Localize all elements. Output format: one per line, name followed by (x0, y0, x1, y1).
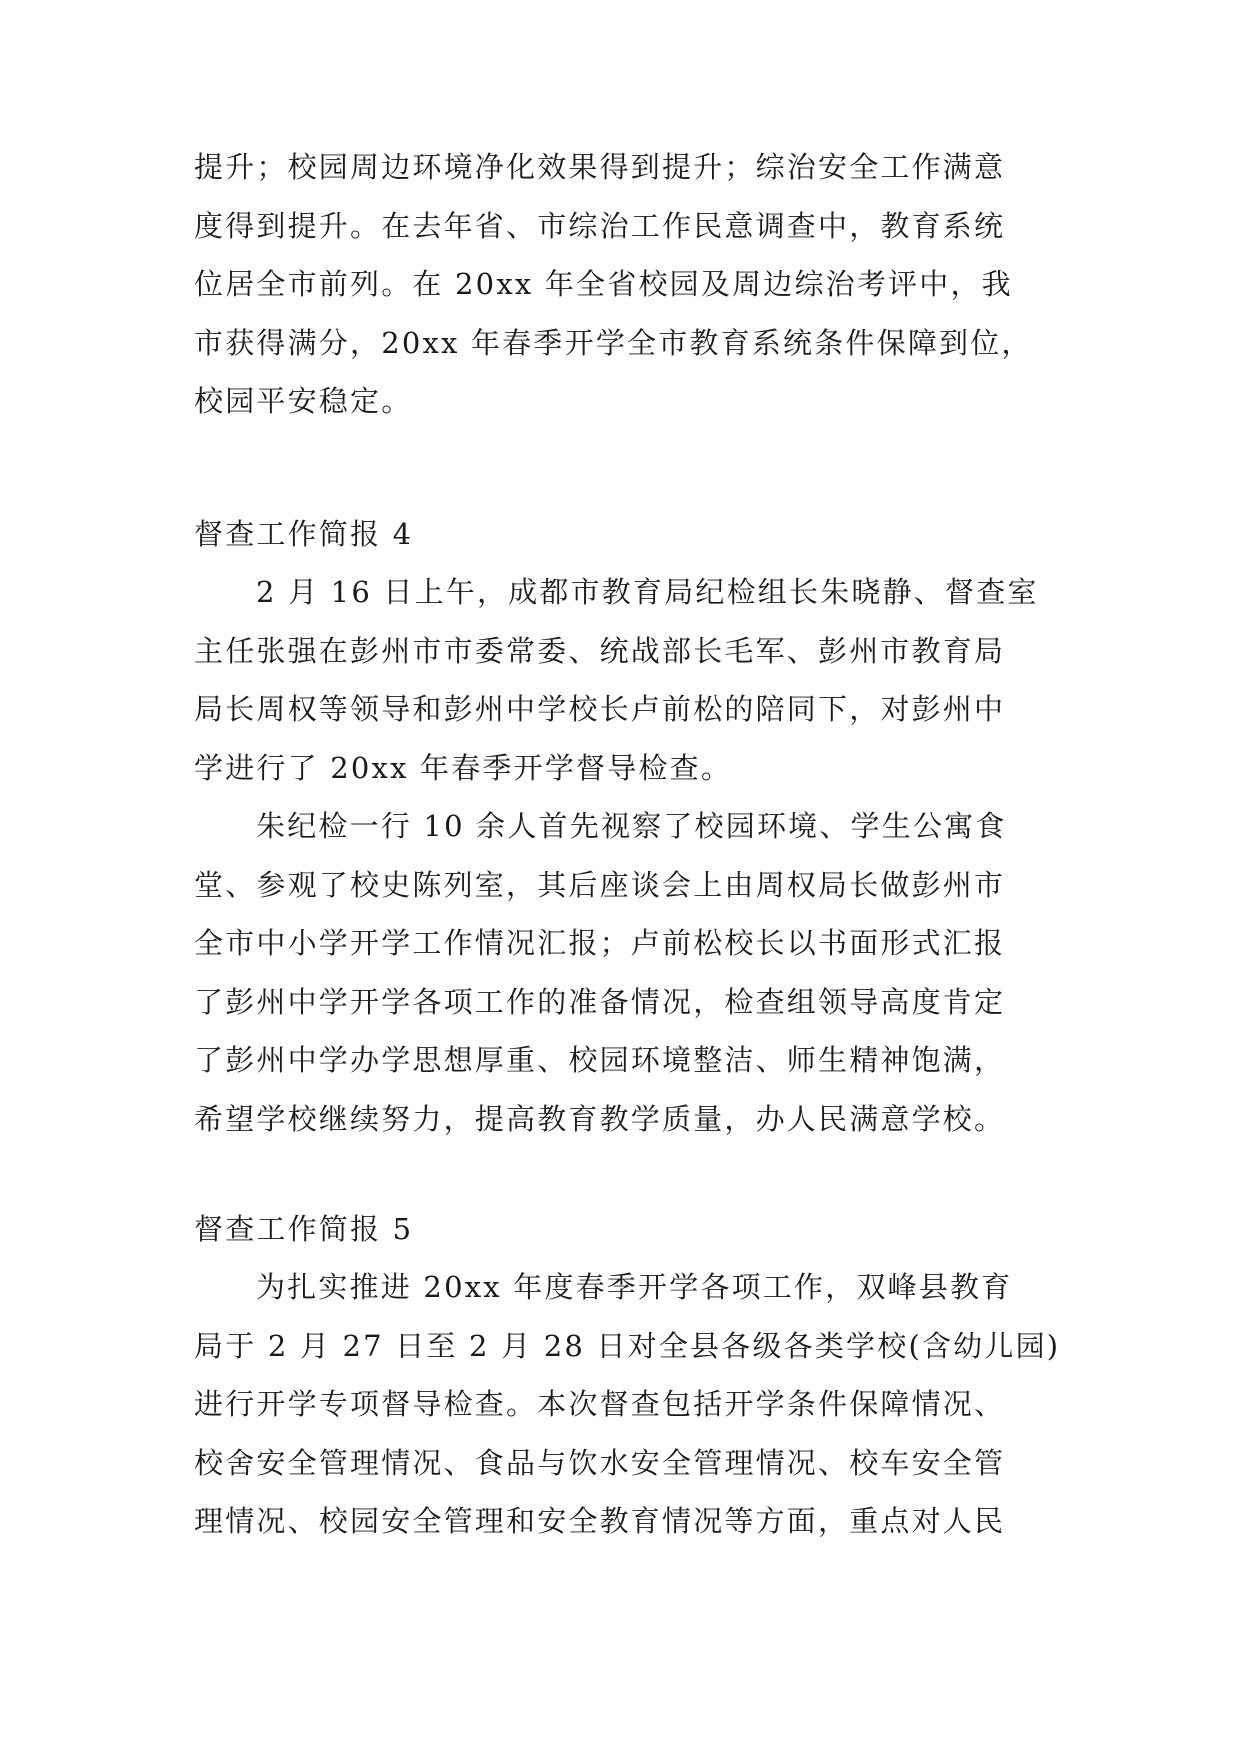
paragraph-line: 理情况、校园安全管理和安全教育情况等方面，重点对人民 (194, 1504, 1006, 1538)
paragraph-line: 市获得满分，20xx 年春季开学全市教育系统条件保障到位， (194, 325, 1033, 360)
paragraph-line: 局长周权等领导和彭州中学校长卢前松的陪同下，对彭州中 (194, 692, 1006, 726)
paragraph-line: 局于 2 月 27 日至 2 月 28 日对全县各级各类学校(含幼儿园) (194, 1328, 1061, 1363)
paragraph-line: 提升；校园周边环境净化效果得到提升；综治安全工作满意 (194, 150, 1006, 184)
section-5-heading: 督查工作简报 5 (194, 1212, 414, 1246)
section-4-heading: 督查工作简报 4 (194, 517, 414, 551)
section-5-paragraph-1 (194, 1258, 1074, 1551)
paragraph-line: 主任张强在彭州市市委常委、统战部长毛军、彭州市教育局 (194, 633, 1006, 668)
section-4-paragraph-2 (194, 797, 1074, 1148)
paragraph-line: 学进行了 20xx 年春季开学督导检查。 (194, 750, 733, 785)
paragraph-line: 校舍安全管理情况、食品与饮水安全管理情况、校车安全管 (194, 1445, 1006, 1480)
section-4-paragraph-1 (194, 563, 1074, 797)
paragraph-line: 位居全市前列。在 20xx 年全省校园及周边综治考评中，我 (194, 267, 1013, 301)
paragraph-line: 全市中小学开学工作情况汇报；卢前松校长以书面形式汇报 (194, 926, 1006, 960)
paragraph-line: 进行开学专项督导检查。本次督查包括开学条件保障情况、 (194, 1387, 1006, 1421)
paragraph-line: 2 月 16 日上午，成都市教育局纪检组长朱晓静、督查室 (256, 575, 1039, 609)
paragraph-line: 了彭州中学办学思想厚重、校园环境整洁、师生精神饱满， (194, 1043, 1006, 1077)
paragraph-line: 朱纪检一行 10 余人首先视察了校园环境、学生公寓食 (256, 809, 1007, 843)
continuation-paragraph (194, 138, 1074, 431)
paragraph-line: 为扎实推进 20xx 年度春季开学各项工作，双峰县教育 (256, 1270, 1013, 1304)
paragraph-line: 度得到提升。在去年省、市综治工作民意调查中，教育系统 (194, 208, 1006, 243)
paragraph-line: 希望学校继续努力，提高教育教学质量，办人民满意学校。 (194, 1101, 1006, 1136)
paragraph-line: 堂、参观了校史陈列室，其后座谈会上由周权局长做彭州市 (194, 867, 1006, 902)
paragraph-line: 校园平安稳定。 (194, 384, 413, 418)
paragraph-line: 了彭州中学开学各项工作的准备情况，检查组领导高度肯定 (194, 984, 1006, 1019)
